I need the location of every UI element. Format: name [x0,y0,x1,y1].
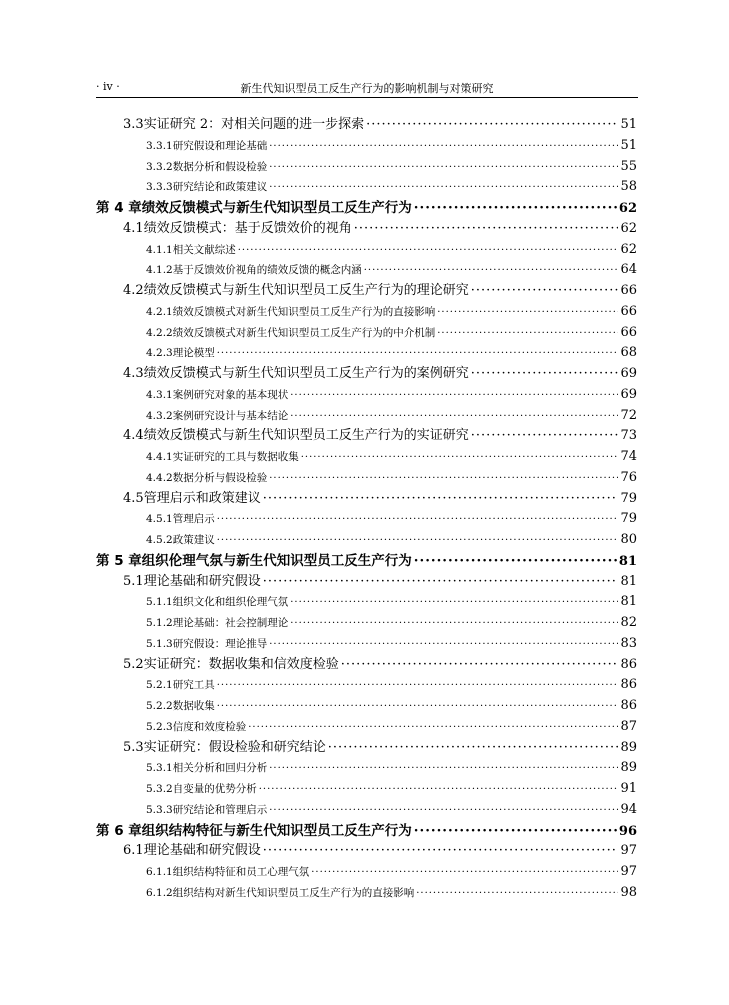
toc-entry-page: 62 [618,201,637,216]
toc-entry-title: 绩效反馈模式与新生代知识型员工反生产行为的理论研究 [143,283,469,298]
toc-leader-dots [471,425,619,447]
toc-entry-page: 79 [620,490,637,506]
toc-entry[interactable] [146,778,637,800]
toc-entry-number: 4.3.1 [146,388,173,401]
toc-entry-page: 82 [620,615,637,630]
toc-entry-page: 86 [620,698,637,713]
toc-entry[interactable] [146,156,637,178]
toc-entry-title: 绩效反馈模式与新生代知识型员工反生产行为的案例研究 [143,366,469,381]
toc-leader-dots [290,613,618,635]
toc-entry-page: 81 [618,553,637,569]
toc-entry-page: 51 [620,137,637,153]
toc-entry[interactable] [123,425,637,447]
toc-entry[interactable] [123,571,637,593]
toc-entry-title: 相关分析和回归分析 [172,762,268,775]
toc-entry-title: 组织结构对新生代知识型员工反生产行为的直接影响 [172,886,415,899]
toc-entry-title: 数据分析与假设检验 [172,471,268,484]
toc-entry-number: 4.5 [123,490,144,506]
toc-entry[interactable] [146,467,637,489]
toc-entry-number: 4.5.2 [146,534,173,546]
toc-entry-page: 62 [620,220,637,236]
toc-leader-dots [311,862,618,884]
toc-entry-title: 理论基础：社会控制理论 [172,617,289,629]
toc-entry-number: 5.3.1 [146,762,173,775]
toc-entry-page: 69 [620,366,637,381]
toc-entry-page: 86 [620,656,637,672]
toc-entry[interactable] [96,197,637,219]
toc-entry-number: 4.4 [123,428,144,444]
toc-entry-page: 58 [620,179,637,195]
toc-entry-page: 74 [620,449,637,464]
toc-leader-dots [269,177,618,199]
toc-entry-page: 97 [620,843,637,859]
toc-leader-dots [414,197,617,219]
toc-entry-title: 案例研究设计与基本结论 [172,409,289,422]
toc-entry-number: 5.3.2 [146,783,173,795]
toc-entry[interactable] [146,342,637,364]
toc-entry[interactable] [146,799,637,821]
toc-leader-dots [263,840,619,862]
toc-entry-title: 基于反馈效价视角的绩效反馈的概念内涵 [172,264,362,277]
toc-entry[interactable] [146,757,637,779]
toc-entry-page: 73 [620,428,637,444]
toc-entry[interactable] [146,716,637,738]
toc-entry-number: 4.4.1 [146,451,173,463]
toc-entry-number: 第 4 章 [96,200,142,216]
toc-entry-number: 5.3 [123,739,144,755]
toc-entry-page: 79 [620,511,637,527]
toc-entry-page: 62 [620,241,637,257]
toc-entry-title: 理论基础和研究假设 [143,843,261,859]
toc-entry[interactable] [146,508,637,530]
toc-entry-title: 研究假设：理论推导 [172,637,268,650]
toc-entry-number: 5.2.3 [146,720,173,733]
toc-entry-title: 绩效反馈模式：基于反馈效价的视角 [143,220,352,236]
toc-entry-title: 实证研究的工具与数据收集 [172,451,299,463]
toc-entry-page: 51 [620,117,637,132]
toc-entry-number: 4.3.2 [146,409,173,422]
toc-entry[interactable] [146,861,637,883]
toc-leader-dots [364,260,619,282]
toc-entry-title: 实证研究：数据收集和信效度检验 [143,656,339,672]
toc-entry-number: 4.3 [123,366,144,381]
toc-entry-number: 3.3.3 [146,181,173,194]
toc-entry-title: 研究工具 [172,679,215,692]
toc-entry[interactable] [123,218,637,240]
toc-leader-dots [263,488,619,510]
toc-entry-title: 组织伦理气氛与新生代知识型员工反生产行为 [141,552,412,569]
toc-entry-page: 66 [620,303,637,319]
toc-leader-dots [437,323,618,345]
toc-leader-dots [414,820,617,842]
toc-entry-title: 管理启示 [172,513,215,526]
toc-entry-title: 数据收集 [172,700,215,712]
toc-entry-page: 87 [620,718,637,734]
toc-entry-title: 绩效反馈模式对新生代知识型员工反生产行为的直接影响 [172,305,436,318]
toc-leader-dots [259,779,619,801]
toc-entry[interactable] [146,176,637,198]
toc-entry-title: 组织结构特征与新生代知识型员工反生产行为 [141,822,412,839]
toc-entry[interactable] [146,322,637,344]
toc-leader-dots [269,634,618,656]
toc-entry[interactable] [123,280,637,302]
toc-leader-dots [366,114,618,136]
toc-leader-dots [290,406,618,428]
toc-leader-dots [269,758,618,780]
toc-entry-title: 绩效反馈模式对新生代知识型员工反生产行为的中介机制 [172,326,436,339]
toc-entry-page: 86 [620,677,637,693]
toc-entry-number: 6.1.1 [146,866,173,878]
toc-leader-dots [269,800,618,822]
toc-entry-number: 4.1 [123,220,144,236]
toc-entry[interactable] [123,654,637,676]
toc-leader-dots [217,530,619,552]
toc-leader-dots [341,654,619,676]
toc-entry[interactable] [146,612,637,634]
toc-entry[interactable] [146,529,637,551]
toc-entry-page: 81 [620,573,637,589]
toc-entry-title: 理论基础和研究假设 [143,573,261,589]
toc-entry-page: 81 [620,594,637,610]
toc-entry-page: 98 [620,884,637,900]
toc-entry-page: 89 [620,739,637,755]
header-rule [96,97,638,98]
toc-entry-page: 64 [620,262,637,278]
toc-entry-title: 绩效反馈模式与新生代知识型员工反生产行为的实证研究 [143,428,469,444]
toc-leader-dots [269,468,618,490]
toc-entry-title: 信度和效度检验 [172,720,247,733]
toc-entry-page: 91 [620,781,637,796]
toc-leader-dots [269,157,618,179]
toc-entry-title: 理论模型 [172,347,215,360]
toc-entry-number: 5.1 [123,573,144,589]
toc-leader-dots [290,592,618,614]
toc-entry[interactable] [146,259,637,281]
toc-entry[interactable] [96,550,637,572]
toc-leader-dots [248,717,618,739]
toc-entry-number: 4.2.1 [146,305,173,318]
toc-leader-dots [238,240,619,262]
toc-entry-number: 5.2.1 [146,679,173,692]
toc-entry-number: 4.5.1 [146,513,173,526]
toc-entry[interactable] [96,820,637,842]
toc-entry-title: 实证研究 2：对相关问题的进一步探索 [143,117,365,132]
toc-entry-number: 3.3.1 [146,139,173,152]
toc-entry-number: 5.2 [123,656,144,672]
toc-entry[interactable] [146,695,637,717]
toc-entry-number: 5.2.2 [146,700,173,712]
toc-entry-title: 组织结构特征和员工心理气氛 [172,866,310,878]
toc-entry-title: 组织文化和组织伦理气氛 [172,596,289,609]
toc-entry-number: 5.3.3 [146,803,173,816]
toc-entry[interactable] [146,633,637,655]
toc-entry-page: 96 [618,823,637,839]
toc-entry-title: 数据分析和假设检验 [172,160,268,173]
toc-entry-number: 3.3 [123,117,144,132]
toc-entry-page: 76 [620,469,637,485]
toc-leader-dots [414,550,617,572]
toc-entry-number: 第 5 章 [96,552,142,569]
toc-leader-dots [471,280,619,302]
toc-entry[interactable] [123,114,637,136]
toc-entry[interactable] [146,239,637,261]
toc-leader-dots [217,343,619,365]
toc-leader-dots [437,302,618,324]
toc-entry-title: 研究结论和管理启示 [172,803,268,816]
toc-entry-number: 4.4.2 [146,471,173,484]
toc-entry-page: 55 [620,158,637,174]
toc-entry-number: 5.1.2 [146,617,173,629]
toc-entry[interactable] [146,882,637,904]
toc-entry-number: 4.2.3 [146,347,173,360]
toc-entry-title: 实证研究：假设检验和研究结论 [143,739,326,755]
toc-entry-page: 83 [620,635,637,651]
toc-entry-number: 5.1.3 [146,637,173,650]
toc-leader-dots [301,447,619,469]
toc-leader-dots [354,218,619,240]
toc-entry-title: 相关文献综述 [172,243,236,256]
toc-entry-number: 3.3.2 [146,160,173,173]
toc-leader-dots [269,136,618,158]
toc-entry[interactable] [123,488,637,510]
toc-entry-title: 研究假设和理论基础 [172,139,268,152]
toc-leader-dots [416,883,618,905]
toc-entry-page: 97 [620,864,637,879]
toc-entry-page: 94 [620,801,637,817]
toc-entry[interactable] [146,674,637,696]
toc-leader-dots [328,737,619,759]
toc-entry[interactable] [123,840,637,862]
running-header [96,76,638,96]
toc-entry-title: 自变量的优势分析 [172,783,257,795]
toc-entry[interactable] [146,301,637,323]
toc-entry-title: 政策建议 [172,534,215,546]
toc-entry-number: 6.1 [123,843,144,859]
toc-entry[interactable] [146,591,637,613]
toc-entry-number: 第 6 章 [96,822,142,839]
toc-entry-page: 66 [620,324,637,340]
toc-entry-page: 89 [620,760,637,776]
toc-leader-dots [217,696,619,718]
toc-entry[interactable] [123,363,637,385]
toc-leader-dots [290,385,618,407]
toc-leader-dots [471,363,619,385]
toc-entry-number: 6.1.2 [146,886,173,899]
toc-entry-page: 72 [620,407,637,423]
toc-entry-page: 80 [620,532,637,547]
toc-entry-page: 69 [620,386,637,402]
toc-entry-number: 4.1.2 [146,264,173,277]
toc-entry-number: 4.2 [123,283,144,298]
toc-entry-title: 案例研究对象的基本现状 [172,388,289,401]
toc-entry[interactable] [146,405,637,427]
running-title: 新生代知识型员工反生产行为的影响机制与对策研究 [240,82,494,95]
toc-entry-page: 68 [620,345,637,361]
toc-entry[interactable] [146,446,637,468]
toc-entry-page: 66 [620,283,637,298]
toc-leader-dots [217,675,619,697]
page-number: · iv · [96,80,120,93]
toc-leader-dots [217,509,619,531]
toc-leader-dots [263,571,619,593]
toc-entry[interactable] [146,384,637,406]
toc-entry-number: 4.1.1 [146,243,173,256]
toc-entry-number: 4.2.2 [146,326,173,339]
toc-entry-number: 5.1.1 [146,596,173,609]
toc-entry-title: 研究结论和政策建议 [172,181,268,194]
toc-entry[interactable] [146,135,637,157]
toc-entry[interactable] [123,737,637,759]
toc-entry-title: 绩效反馈模式与新生代知识型员工反生产行为 [141,200,412,216]
toc-entry-title: 管理启示和政策建议 [143,490,261,506]
